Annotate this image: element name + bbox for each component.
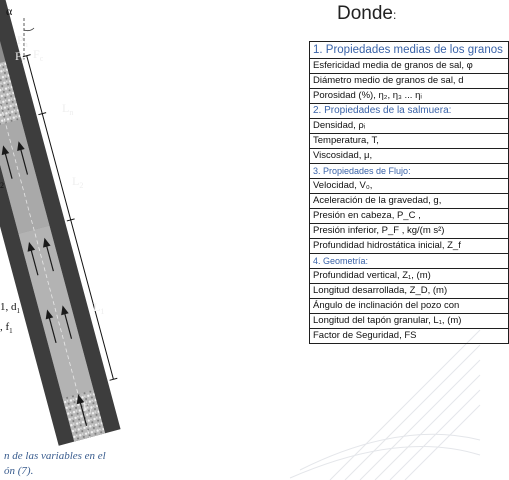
parameter-cell: Profundidad vertical, Z₁, (m) (310, 269, 509, 284)
f1-label: , $f_1$ (0, 321, 13, 335)
parameter-cell: Presión inferior, P_F , kg/(m s²) (310, 224, 509, 239)
table-section-header (310, 42, 509, 59)
parameter-cell: Diámetro medio de granos de sal, d (310, 74, 509, 89)
parameters-table (309, 41, 509, 344)
alpha-label: α (6, 4, 13, 18)
table-row (310, 89, 509, 104)
parameter-cell: Temperatura, T, (310, 134, 509, 149)
parameter-cell: Longitud desarrollada, Z_D, (m) (310, 284, 509, 299)
fc-label: $F_c$ (33, 47, 44, 63)
l1-label: $L_1$ (93, 300, 105, 316)
table-row (310, 119, 509, 134)
table-row (310, 314, 509, 329)
table-row (310, 224, 509, 239)
table-row (310, 179, 509, 194)
left-edge-two: 2 (0, 181, 4, 190)
d1-label: 1, $d_1$ (0, 301, 20, 315)
parameter-cell: Aceleración de la gravedad, g, (310, 194, 509, 209)
table-row (310, 74, 509, 89)
table-row (310, 209, 509, 224)
table-section-header (310, 254, 509, 269)
table-row (310, 134, 509, 149)
section-title: 2. Propiedades de la salmuera: (310, 104, 509, 119)
slide-title-colon: : (393, 8, 397, 22)
parameter-cell: Profundidad hidrostática inicial, Z_f (310, 239, 509, 254)
ln-label: $L_n$ (62, 101, 74, 117)
parameters-table-body (310, 42, 509, 344)
caption-line-1: n de las variables en el (4, 450, 106, 462)
parameter-cell: Presión en cabeza, P_C , (310, 209, 509, 224)
ph-label: $P_h$ (17, 33, 28, 49)
parameter-cell: Velocidad, V₀, (310, 179, 509, 194)
table-row (310, 59, 509, 74)
table-section-header (310, 164, 509, 179)
table-row (310, 239, 509, 254)
table-row (310, 269, 509, 284)
table-row (310, 194, 509, 209)
section-title: 1. Propiedades medias de los granos (310, 42, 509, 59)
fh-label: $F_h$ (15, 49, 26, 65)
parameter-cell: Factor de Seguridad, FS (310, 329, 509, 344)
l2-label: $L_2$ (72, 174, 84, 190)
parameter-cell: Densidad, ρᵢ (310, 119, 509, 134)
table-row (310, 284, 509, 299)
parameter-cell: Porosidad (%), η₂, η₃ ... ηᵢ (310, 89, 509, 104)
table-row (310, 299, 509, 314)
table-row (310, 149, 509, 164)
section-title: 3. Propiedades de Flujo: (310, 164, 509, 179)
parameter-cell: Longitud del tapón granular, L₁, (m) (310, 314, 509, 329)
figure-caption (4, 449, 164, 479)
slide-title (337, 3, 396, 25)
ff-label: $F_f$ (83, 402, 92, 416)
table-row (310, 329, 509, 344)
slide-title-text: Donde (337, 3, 393, 24)
table-section-header (310, 104, 509, 119)
parameter-cell: Viscosidad, μ, (310, 149, 509, 164)
parameter-cell: Esfericidad media de granos de sal, φ (310, 59, 509, 74)
caption-line-2: ón (7). (4, 465, 34, 477)
section-title: 4. Geometría: (310, 254, 509, 269)
parameter-cell: Ángulo de inclinación del pozo con (310, 299, 509, 314)
